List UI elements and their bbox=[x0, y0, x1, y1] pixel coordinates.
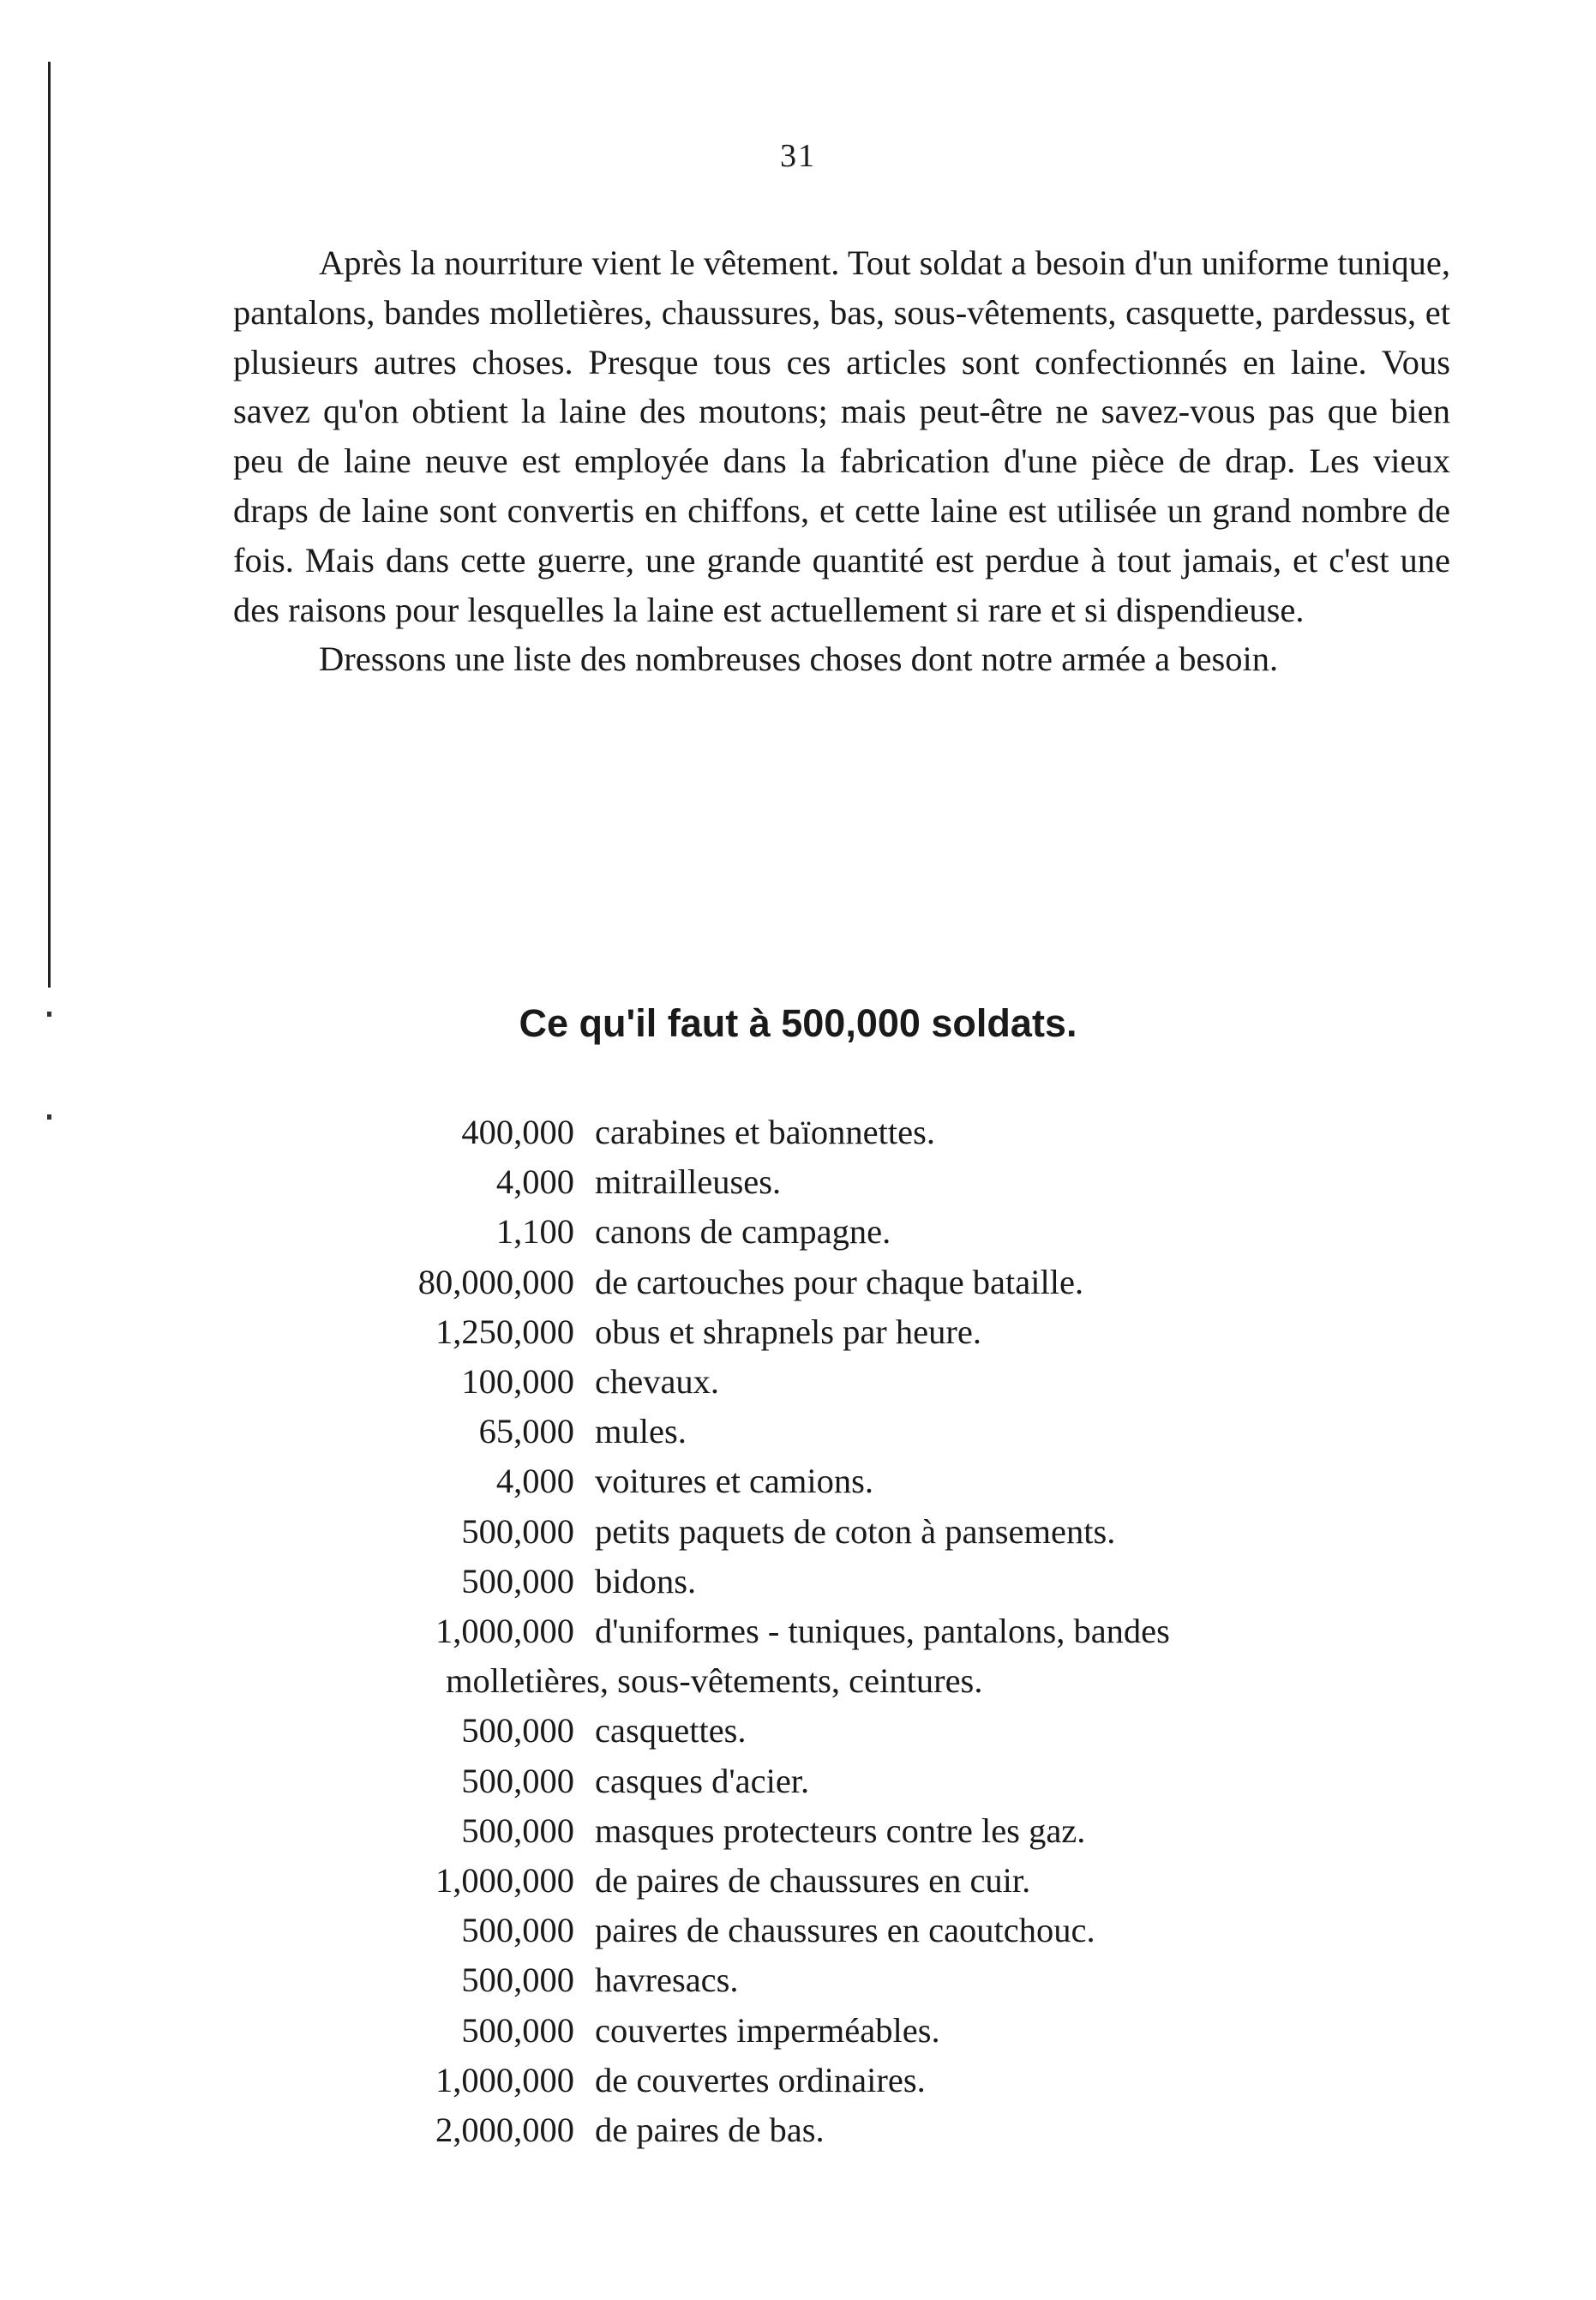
item-description: chevaux. bbox=[595, 1362, 720, 1402]
item-description: mitrailleuses. bbox=[595, 1162, 782, 1202]
item-description: paires de chaussures en caoutchouc. bbox=[595, 1911, 1095, 1950]
list-item bbox=[0, 1207, 1596, 1257]
item-description: bidons. bbox=[595, 1561, 697, 1600]
item-description: canons de campagne. bbox=[595, 1212, 891, 1252]
item-quantity: 500,000 bbox=[461, 1811, 574, 1850]
list-item bbox=[0, 1357, 1596, 1407]
paragraph: Dressons une liste des nombreuses choses dont notre armée a besoin. bbox=[319, 640, 1279, 679]
item-quantity: 1,250,000 bbox=[435, 1312, 574, 1351]
item-quantity: 4,000 bbox=[495, 1462, 574, 1501]
list-item bbox=[0, 2105, 1596, 2155]
item-description: casquettes. bbox=[595, 1711, 747, 1751]
item-quantity: 1,100 bbox=[495, 1212, 574, 1252]
list-item bbox=[0, 1557, 1596, 1606]
margin-line bbox=[48, 62, 51, 988]
item-description: casques d'acier. bbox=[595, 1761, 810, 1800]
item-quantity: 500,000 bbox=[461, 2010, 574, 2050]
item-quantity: 500,000 bbox=[461, 1511, 574, 1551]
body-text bbox=[233, 238, 1450, 684]
item-quantity: 65,000 bbox=[478, 1412, 574, 1451]
page-number: 31 bbox=[780, 138, 816, 174]
supply-list bbox=[0, 1108, 1596, 2155]
list-item bbox=[0, 1456, 1596, 1506]
item-description: de paires de chaussures en cuir. bbox=[595, 1861, 1031, 1901]
list-item bbox=[0, 1955, 1596, 2005]
list-item bbox=[0, 1258, 1596, 1307]
list-item bbox=[0, 1307, 1596, 1357]
item-quantity: 500,000 bbox=[461, 1961, 574, 2000]
item-description: havresacs. bbox=[595, 1961, 739, 2000]
item-quantity: 1,000,000 bbox=[435, 2060, 574, 2099]
item-quantity: 500,000 bbox=[461, 1561, 574, 1600]
item-quantity: 500,000 bbox=[461, 1761, 574, 1800]
item-description: masques protecteurs contre les gaz. bbox=[595, 1811, 1086, 1850]
item-description: de cartouches pour chaque bataille. bbox=[595, 1262, 1084, 1301]
paragraph: Après la nourriture vient le vêtement. Tout soldat a besoin d'un uniforme tunique, pantalons, bandes molletières, chaussures, bas, sous-vêtements, casquette, pardessus, et plusieurs autres choses. Presque tous ces articles sont confectionnés en laine. Vous savez qu'on obtient la laine des moutons; mais peut-être ne savez-vous pas que bien peu de laine neuve est employée dans la fabrication d'une pièce de drap. Les vieux draps de laine sont convertis en chiffons, et cette laine est utilisée un grand nombre de fois. Mais dans cette guerre, une grande quantité est perdue à tout jamais, et c'est une des raisons pour lesquelles la laine est actuellement si rare et si dispendieuse. bbox=[233, 243, 1450, 629]
item-description: de couvertes ordinaires. bbox=[595, 2060, 926, 2099]
list-item bbox=[0, 2056, 1596, 2105]
item-description: voitures et camions. bbox=[595, 1462, 874, 1501]
item-quantity: 80,000,000 bbox=[417, 1262, 574, 1301]
list-item bbox=[0, 1906, 1596, 1955]
list-item bbox=[0, 1856, 1596, 1906]
list-item bbox=[0, 1806, 1596, 1856]
list-item bbox=[0, 1706, 1596, 1756]
item-quantity: 400,000 bbox=[461, 1113, 574, 1151]
list-item bbox=[0, 1108, 1596, 1157]
item-description: carabines et baïonnettes. bbox=[595, 1113, 935, 1151]
item-quantity: 100,000 bbox=[461, 1362, 574, 1402]
list-title: Ce qu'il faut à 500,000 soldats. bbox=[519, 1001, 1077, 1045]
item-quantity: 1,000,000 bbox=[435, 1612, 574, 1651]
list-item bbox=[0, 2006, 1596, 2056]
item-quantity: 2,000,000 bbox=[435, 2111, 574, 2150]
list-item bbox=[0, 1407, 1596, 1456]
item-quantity: 500,000 bbox=[461, 1911, 574, 1950]
list-item bbox=[0, 1757, 1596, 1806]
item-description: mules. bbox=[595, 1412, 687, 1451]
item-description: obus et shrapnels par heure. bbox=[595, 1312, 981, 1351]
list-item bbox=[0, 1507, 1596, 1557]
item-description: couvertes imperméables. bbox=[595, 2010, 940, 2050]
item-description: de paires de bas. bbox=[595, 2111, 825, 2150]
item-quantity: 500,000 bbox=[461, 1711, 574, 1751]
item-quantity: 1,000,000 bbox=[435, 1861, 574, 1901]
list-item bbox=[0, 1606, 1596, 1706]
list-item bbox=[0, 1157, 1596, 1207]
item-description-continued: molletières, sous-vêtements, ceintures. bbox=[446, 1661, 983, 1701]
item-description: d'uniformes - tuniques, pantalons, bandes bbox=[595, 1612, 1170, 1651]
item-quantity: 4,000 bbox=[495, 1162, 574, 1202]
item-description: petits paquets de coton à pansements. bbox=[595, 1511, 1116, 1551]
